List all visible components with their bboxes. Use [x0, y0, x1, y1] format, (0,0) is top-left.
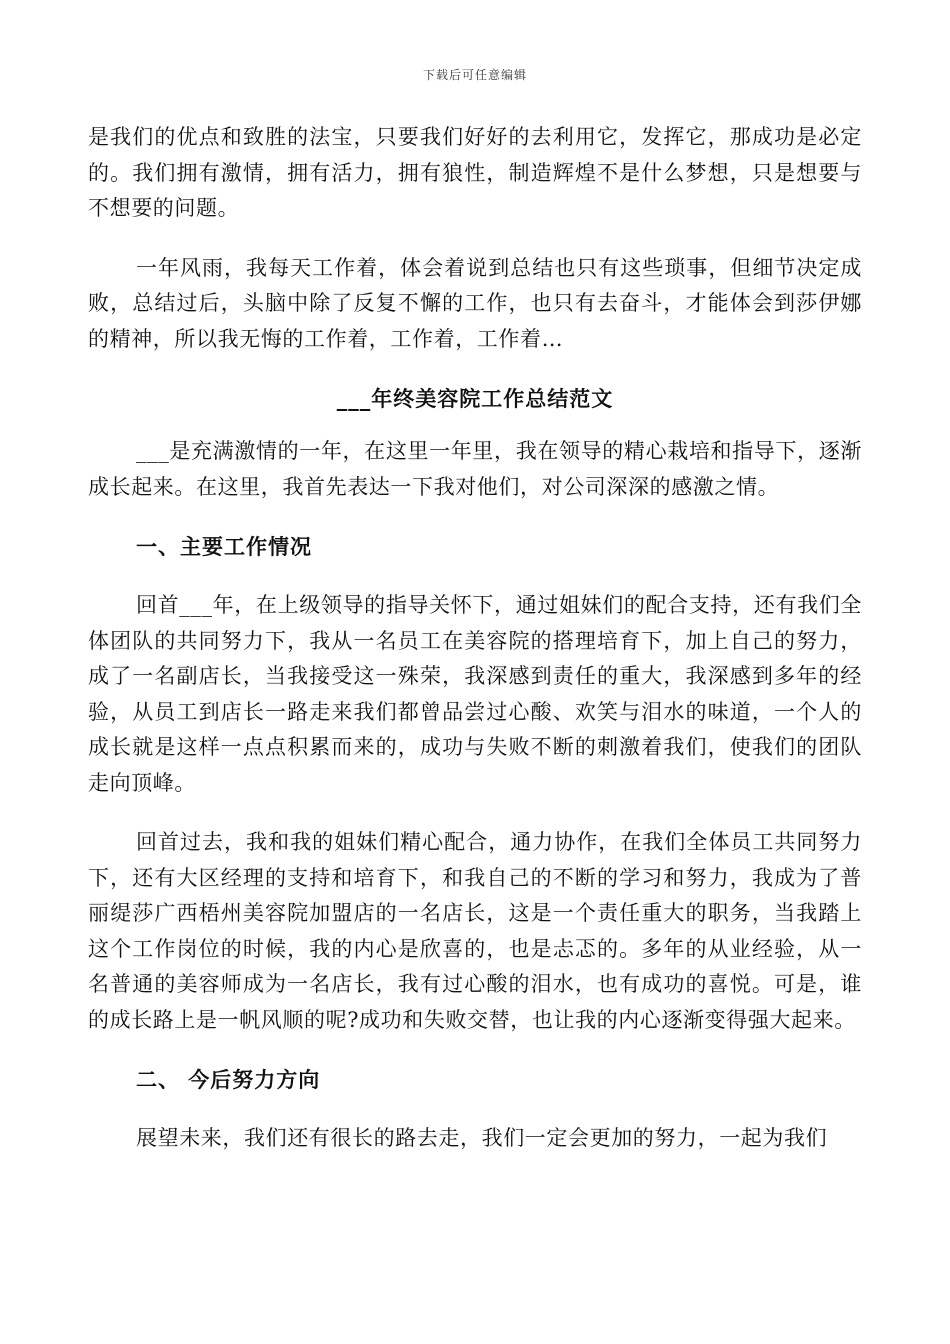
- page-header-note: 下载后可任意编辑: [422, 68, 527, 82]
- paragraph-continuation: 是我们的优点和致胜的法宝，只要我们好好的去利用它，发挥它，那成功是必定的。我们拥有激情，拥有活力，拥有狼性，制造辉煌不是什么梦想，只是想要与不想要的问题。: [88, 125, 862, 220]
- paragraph-intro: ___是充满激情的一年，在这里一年里，我在领导的精心栽培和指导下，逐渐成长起来。在这里，我首先表达一下我对他们，对公司深深的感激之情。: [88, 439, 862, 499]
- paragraph-review-past: 回首过去，我和我的姐妹们精心配合，通力协作，在我们全体员工共同努力下，还有大区经理的支持和培育下，和我自己的不断的学习和努力，我成为了普丽缇莎广西梧州美容院加盟店的一名店长，这是一个责任重大的职务，当我踏上这个工作岗位的时候，我的内心是欣喜的，也是忐忑的。多年的从业经验，从一名普通的美容师成为一名店长，我有过心酸的泪水，也有成功的喜悦。可是，谁的成长路上是一帆风顺的呢?成功和失败交替，也让我的内心逐渐变得强大起来。: [88, 830, 862, 1032]
- heading-main-work: 一、主要工作情况: [136, 534, 312, 559]
- heading-future-direction: 二、 今后努力方向: [136, 1067, 321, 1092]
- section-title: ___年终美容院工作总结范文: [336, 386, 614, 411]
- paragraph-review-year: 回首___年，在上级领导的指导关怀下，通过姐妹们的配合支持，还有我们全体团队的共同努力下，我从一名员工在美容院的搭理培育下，加上自己的努力，成了一名副店长，当我接受这一殊荣，我深感到责任的重大，我深感到多年的经验，从员工到店长一路走来我们都曾品尝过心酸、欢笑与泪水的味道，一个人的成长就是这样一点点积累而来的，成功与失败不断的刺激着我们，使我们的团队走向顶峰。: [88, 593, 862, 795]
- paragraph-outlook: 展望未来，我们还有很长的路去走，我们一定会更加的努力，一起为我们: [136, 1126, 828, 1150]
- paragraph-year-review: 一年风雨，我每天工作着，体会着说到总结也只有这些琐事，但细节决定成败，总结过后，头脑中除了反复不懈的工作，也只有去奋斗，才能体会到莎伊娜的精神，所以我无悔的工作着，工作着，工作着…: [88, 255, 862, 351]
- document-body: [88, 120, 862, 1181]
